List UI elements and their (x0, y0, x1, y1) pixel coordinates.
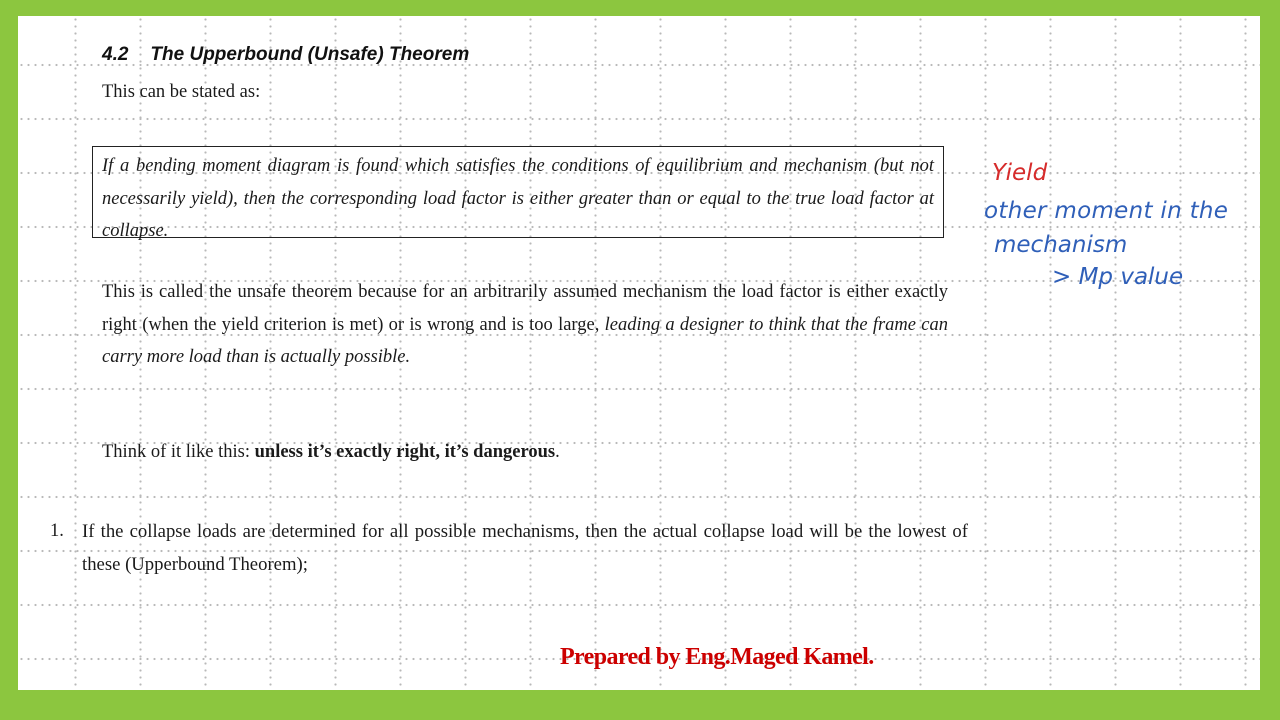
handwritten-yield-note: Yield (992, 160, 1048, 186)
author-credit: Prepared by Eng.Maged Kamel. (560, 644, 874, 670)
section-title: The Upperbound (Unsafe) Theorem (150, 44, 470, 65)
intro-text: This can be stated as: (102, 82, 261, 102)
think-line (102, 442, 560, 463)
explanation-paragraph (102, 276, 948, 374)
explanation-italic-text: leading a designer to think that the frame can carry more load than is actually possible. (102, 314, 948, 367)
section-number: 4.2 (102, 44, 129, 65)
list-number: 1. (50, 521, 64, 541)
handwritten-note-line-1: other moment in the (984, 198, 1229, 224)
think-end-text: . (555, 442, 560, 462)
think-plain-text: Think of it like this: (102, 442, 255, 462)
list-item-text: If the collapse loads are determined for all possible mechanisms, then the actual collapse load will be the lowest of these (Upperbound Theorem); (82, 521, 968, 575)
document-page (18, 16, 1260, 690)
explanation-plain-text: This is called the unsafe theorem because for an arbitrarily assumed mechanism the load factor is either exactly right (when the yield criterion is met) or is wrong and is too large, (102, 282, 948, 335)
handwritten-note-line-2: mechanism (994, 232, 1128, 258)
theorem-box: If a bending moment diagram is found which satisfies the conditions of equilibrium and mechanism (but not necessarily yield), then the corresponding load factor is either greater than or equal to the true load factor at collapse. (92, 146, 944, 238)
think-bold-text: unless it’s exactly right, it’s dangerous (254, 442, 556, 462)
handwritten-note-line-3: > Mp value (1052, 264, 1184, 290)
section-heading (102, 44, 469, 66)
